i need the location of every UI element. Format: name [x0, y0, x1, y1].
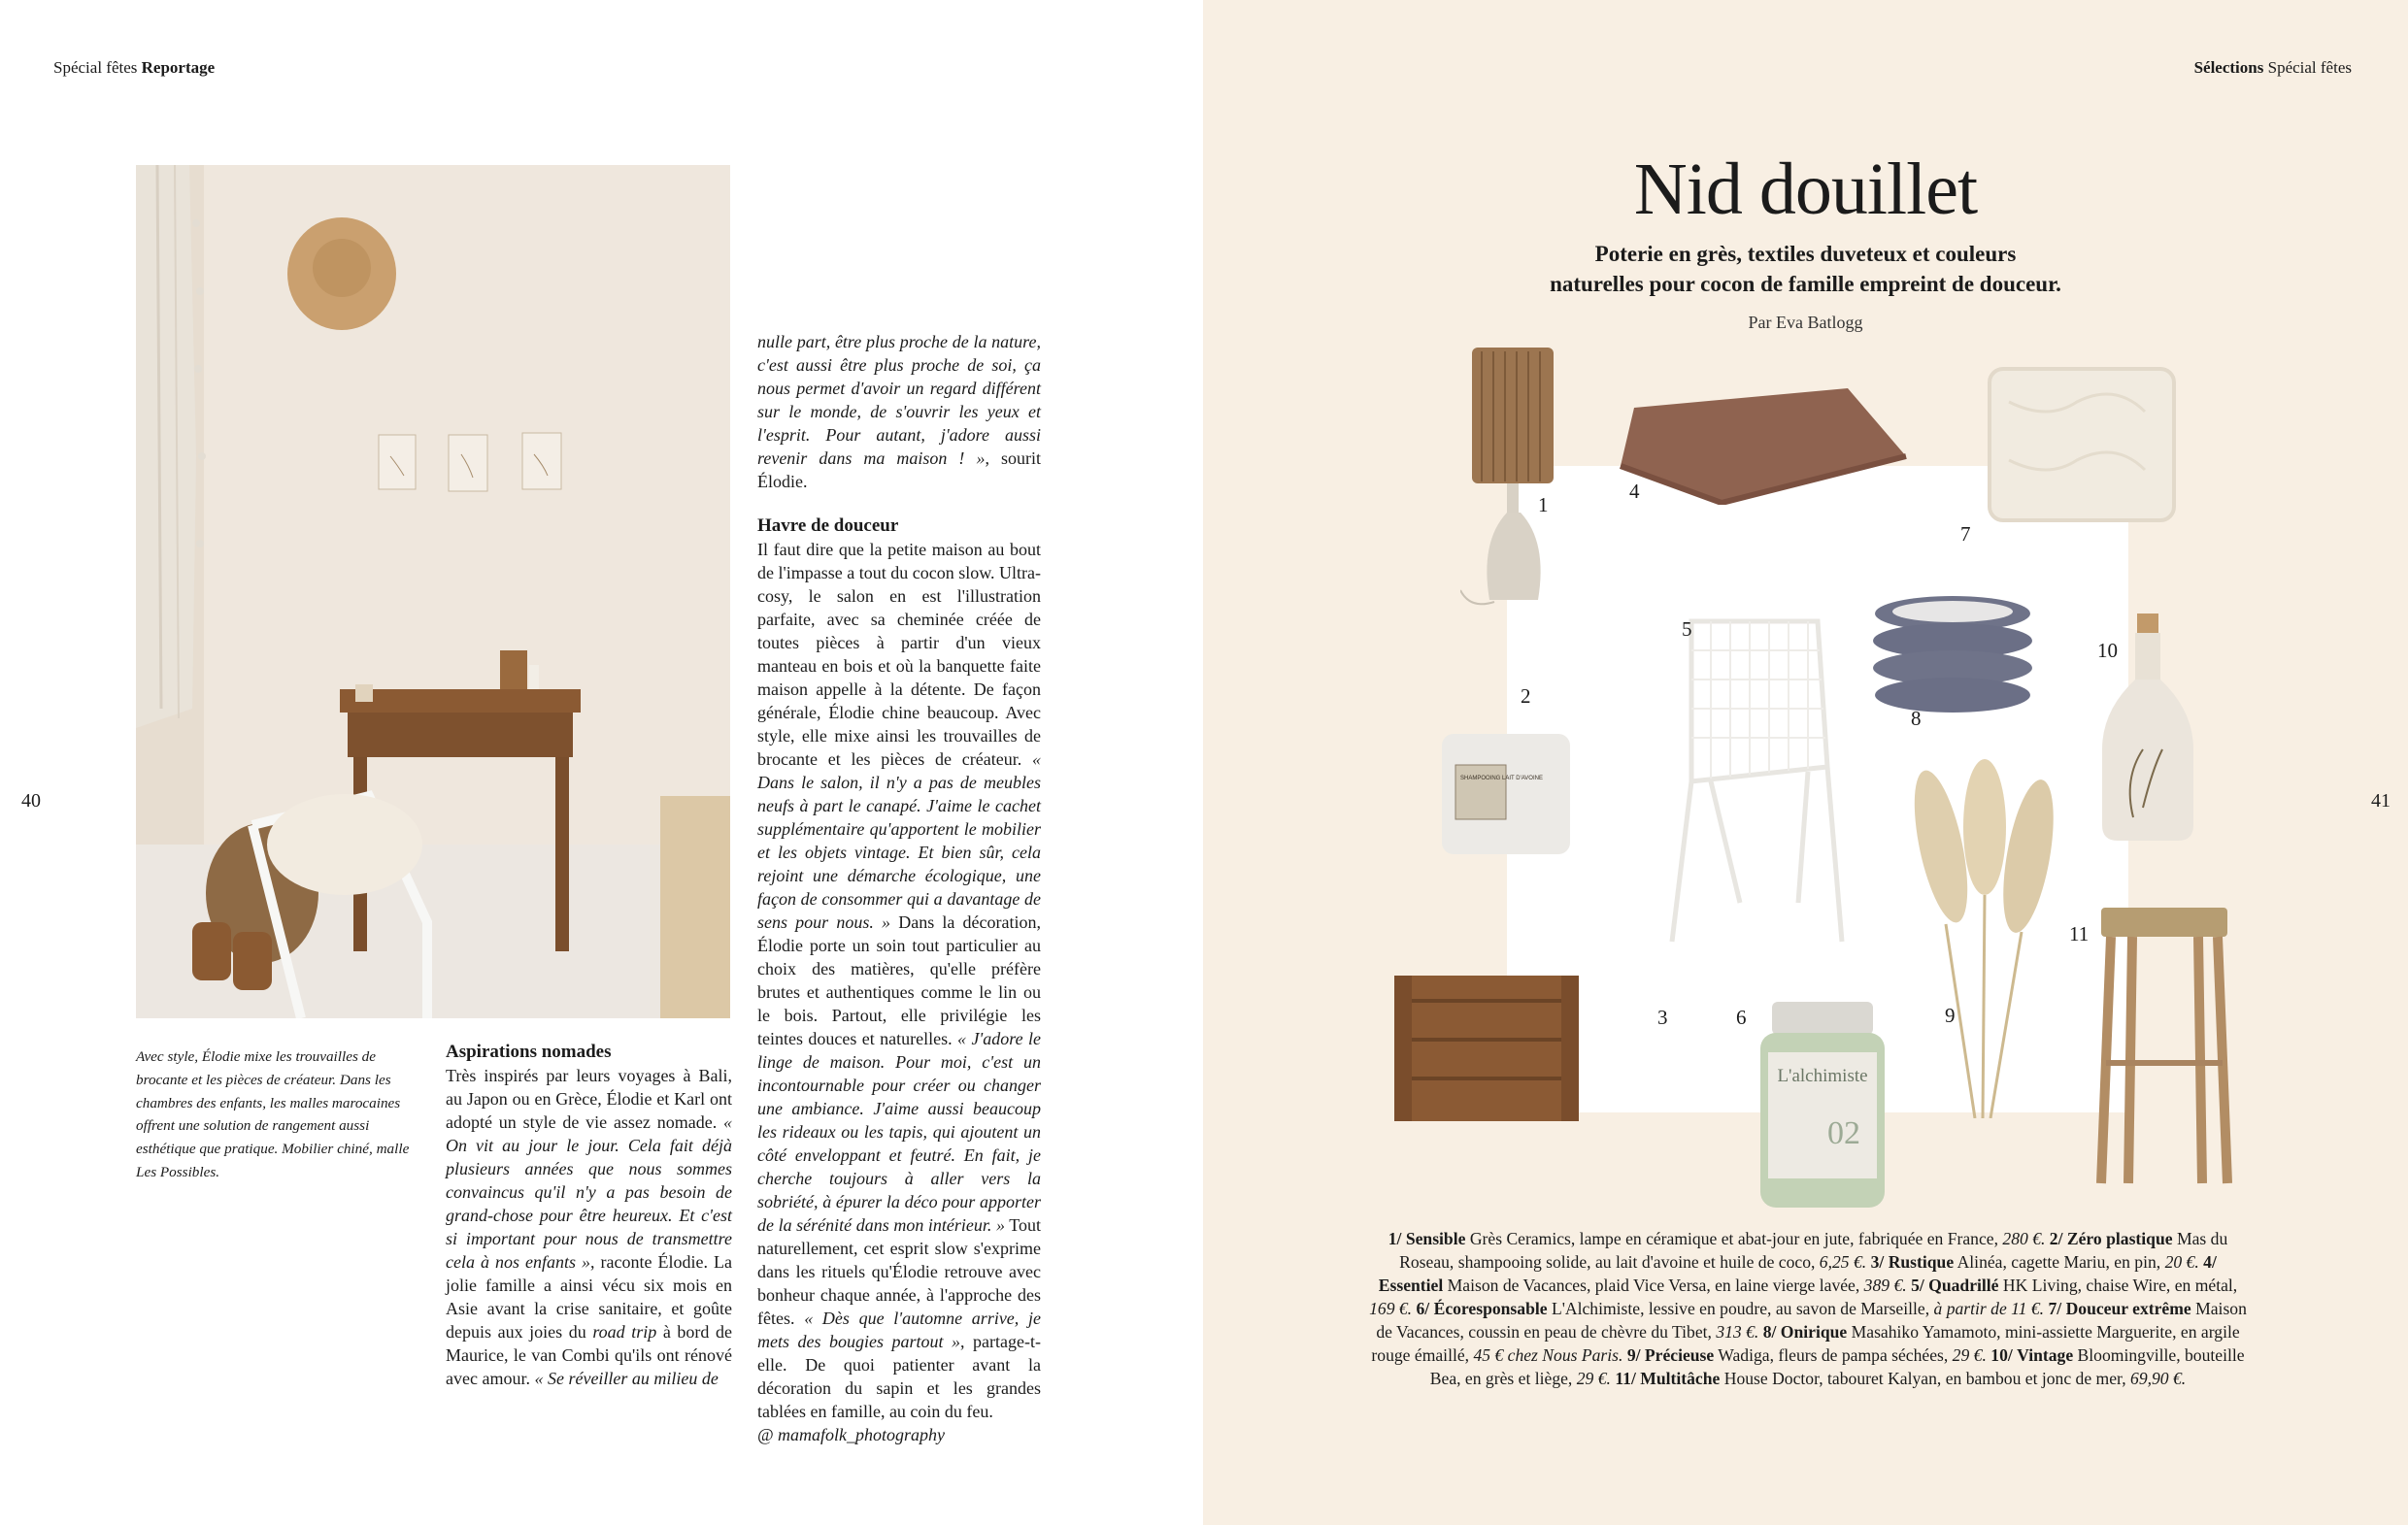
subheading-havre: Havre de douceur [757, 515, 899, 536]
legend-item: 4/ Essentiel Maison de Vacances, plaid Vice Versa, en laine vierge lavée, 389 €. [1378, 1252, 2217, 1295]
product-plates [1870, 594, 2035, 730]
subheading-aspirations: Aspirations nomades [446, 1042, 612, 1062]
paragraph-continued: nulle part, être plus proche de la nature, c'est aussi être plus proche de soi, ça nous permet d'avoir un regard différent sur le monde, de s'ouvrir les yeux et l'esprit. Pour autant, j'adore aussi revenir dans ma maison ! », sourit Élodie. [757, 332, 1041, 491]
standfirst: Poterie en grès, textiles duveteux et couleurs naturelles pour cocon de famille empreint de douceur. [1550, 242, 2061, 296]
product-wire-chair [1653, 612, 1847, 951]
product-soap [1436, 726, 1577, 862]
product-number-11: 11 [2069, 922, 2090, 945]
jar-label: L'alchimiste [1777, 1066, 1868, 1086]
legend-item: 7/ Douceur extrême Maison de Vacances, coussin en peau de chèvre du Tibet, 313 €. [1376, 1299, 2247, 1342]
running-head-right: Sélections Spécial fêtes [2193, 58, 2352, 77]
interior-photo-illustration [136, 165, 730, 1018]
product-number-9: 9 [1945, 1004, 1956, 1027]
legend-item: 5/ Quadrillé HK Living, chaise Wire, en métal, 169 €. [1369, 1276, 2238, 1318]
article-column-2 [446, 1041, 732, 1390]
page-title: Nid douillet [1633, 149, 1978, 230]
product-jar [1755, 998, 1890, 1211]
soap-label: SHAMPOOING LAIT D'AVOINE [1460, 776, 1543, 781]
right-page [1203, 0, 2408, 1525]
photo-caption: Avec style, Élodie mixe les trouvailles de brocante et les pièces de créateur. Dans les chambres des enfants, les malles marocaines offrent une solution de rangement aussi esthétique que pratique. Mobilier chiné, malle Les Possibles. [136, 1048, 410, 1180]
legend-item: 10/ Vintage Bloomingville, bouteille Bea, en grès et liège, 29 €. [1429, 1345, 2245, 1388]
product-pampas [1907, 759, 2072, 1118]
product-stool [2091, 908, 2237, 1189]
photo-credit: @ mamafolk_photography [757, 1425, 946, 1444]
left-page [0, 0, 1203, 1525]
page-number-right: 41 [2371, 790, 2391, 812]
legend-item: 8/ Onirique Masahiko Yamamoto, mini-assiette Marguerite, en argile rouge émaillé, 45 € chez Nous Paris. [1371, 1322, 2240, 1365]
article-column-3 [757, 330, 1041, 1446]
product-number-5: 5 [1682, 617, 1692, 641]
product-cushion [1980, 363, 2184, 528]
legend-item: 9/ Précieuse Wadiga, fleurs de pampa séchées, 29 €. [1626, 1345, 1987, 1365]
legend-item: 11/ Multitâche House Doctor, tabouret Kalyan, en bambou et jonc de mer, 69,90 €. [1615, 1369, 2187, 1388]
product-legend [1365, 1227, 2251, 1390]
paragraph-aspirations: Très inspirés par leurs voyages à Bali, au Japon ou en Grèce, Élodie et Karl ont adopté un style de vie assez nomade. « On vit au jour le jour. Cela fait déjà plusieurs années que nous sommes convaincus qu'il n'y a pas besoin de grand-chose pour être heureux. Et c'est si important pour nous de transmettre cela à nos enfants », raconte Élodie. La jolie famille a ainsi vécu six mois en Asie avant la crise sanitaire, et goûte depuis aux joies du road trip à bord de Maurice, le van Combi qu'ils ont rénové avec amour. « Se réveiller au milieu de [446, 1066, 732, 1388]
product-number-2: 2 [1521, 684, 1531, 708]
running-head-left: Spécial fêtes Reportage [53, 58, 216, 77]
product-number-3: 3 [1657, 1006, 1668, 1029]
product-plaid [1615, 388, 1916, 505]
legend-item: 6/ Écoresponsable L'Alchimiste, lessive en poudre, au savon de Marseille, à partir de 11 €. [1416, 1299, 2045, 1318]
legend-item: 3/ Rustique Alinéa, cagette Mariu, en pin, 20 €. [1870, 1252, 2199, 1272]
product-crate [1383, 966, 1587, 1131]
interior-photo [136, 165, 730, 1018]
product-number-7: 7 [1960, 522, 1971, 546]
product-lamp [1460, 348, 1567, 619]
product-number-1: 1 [1538, 493, 1549, 516]
byline: Par Eva Batlogg [1748, 313, 1863, 332]
legend-item: 2/ Zéro plastique Mas du Roseau, shampooing solide, au lait d'avoine et huile de coco, 6,25 €. [1399, 1229, 2228, 1272]
paragraph-havre: Il faut dire que la petite maison au bout de l'impasse a tout du cocon slow. Ultra-cosy, le salon en est l'illustration parfaite, avec sa cheminée créée de toutes pièces à partir d'un vieux manteau en bois et où la banquette faite maison appelle à la détente. De façon générale, Élodie chine beaucoup. Avec style, elle mixe ainsi les trouvailles de brocante et les pièces de créateur. « Dans le salon, il n'y a pas de meubles neufs à part le canapé. J'aime le cachet supplémentaire qu'apportent le mobilier et les objets vintage. Et bien sûr, cela rejoint une démarche écologique, une façon de consommer qui a davantage de sens pour nous. » Dans la décoration, Élodie porte un soin tout particulier au choix des matières, qu'elle préfère brutes et authentiques comme le lin ou le bois. Partout, elle privilégie les teintes douces et naturelles. « J'adore le linge de maison. Pour moi, c'est un incontournable pour créer ou changer une ambiance. J'aime aussi beaucoup les rideaux ou les tapis, qui ajoutent un côté enveloppant et feutré. En fait, je cherche toujours à aller vers la sobriété, à épurer la déco pour apporter de la sérénité dans mon intérieur. » Tout naturellement, cet esprit slow s'exprime dans les rituels qu'Élodie retrouve avec bonheur chaque année, à l'approche des fêtes. « Dès que l'automne arrive, je mets des bougies partout », partage-t-elle. De quoi patienter avant la décoration du sapin et les grandes tablées en famille, au coin du feu. [757, 540, 1042, 1421]
product-number-10: 10 [2097, 639, 2118, 662]
product-number-6: 6 [1736, 1006, 1747, 1029]
legend-item: 1/ Sensible Grès Ceramics, lampe en céramique et abat-jour en jute, fabriquée en France, 280 €. [1388, 1229, 2046, 1248]
jar-number: 02 [1827, 1115, 1860, 1151]
product-number-4: 4 [1629, 480, 1640, 503]
page-number-left: 40 [21, 790, 41, 812]
product-number-8: 8 [1911, 707, 1922, 730]
